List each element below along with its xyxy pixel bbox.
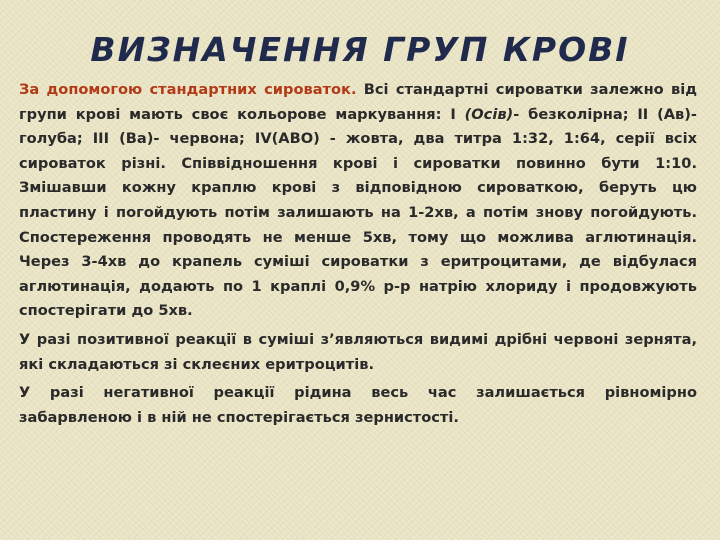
paragraph-text-2: - безколірна; ІІ (Ав)- голуба; ІІІ (Ва)- червона; IV(АВО) - жовта, два титра 1:32, 1:64, серії всіх сироваток різні. Співвідношення крові і сироватки повинно бути 1:10. Змішавши кожну краплю крові з відповідною сироваткою, беруть цю пластину і погойдують потім залишають на 1-2хв, а потім знову погойдують. Спостереження проводять не менше 5хв, тому що можлива аглютинація. Через 3-4хв до крапель суміші сироватки з еритроцитами, де відбулася аглютинація, додають по 1 краплі 0,9% р-р натрію хлориду і продовжують спостерігати до 5хв. bbox=[19, 105, 697, 320]
paragraph-serum-method bbox=[19, 78, 697, 324]
slide-body bbox=[19, 78, 697, 434]
paragraph-positive-reaction: У разі позитивної реакції в суміші з’являються видимі дрібні червоні зернята, які складаються зі склеєних еритроцитів. bbox=[19, 330, 697, 373]
paragraph-text-1: Всі стандартні сироватки залежно від групи крові мають своє кольорове маркування: І bbox=[19, 81, 697, 123]
paragraph-negative-reaction: У разі негативної реакції рідина весь час залишається рівномірно забарвленою і в ній не спостерігається зернистості. bbox=[19, 384, 697, 426]
slide-title: ВИЗНАЧЕННЯ ГРУП КРОВІ bbox=[90, 30, 630, 69]
group-osiv-label: (Осів) bbox=[464, 105, 514, 123]
lead-phrase: За допомогою стандартних сироваток. bbox=[19, 81, 357, 98]
